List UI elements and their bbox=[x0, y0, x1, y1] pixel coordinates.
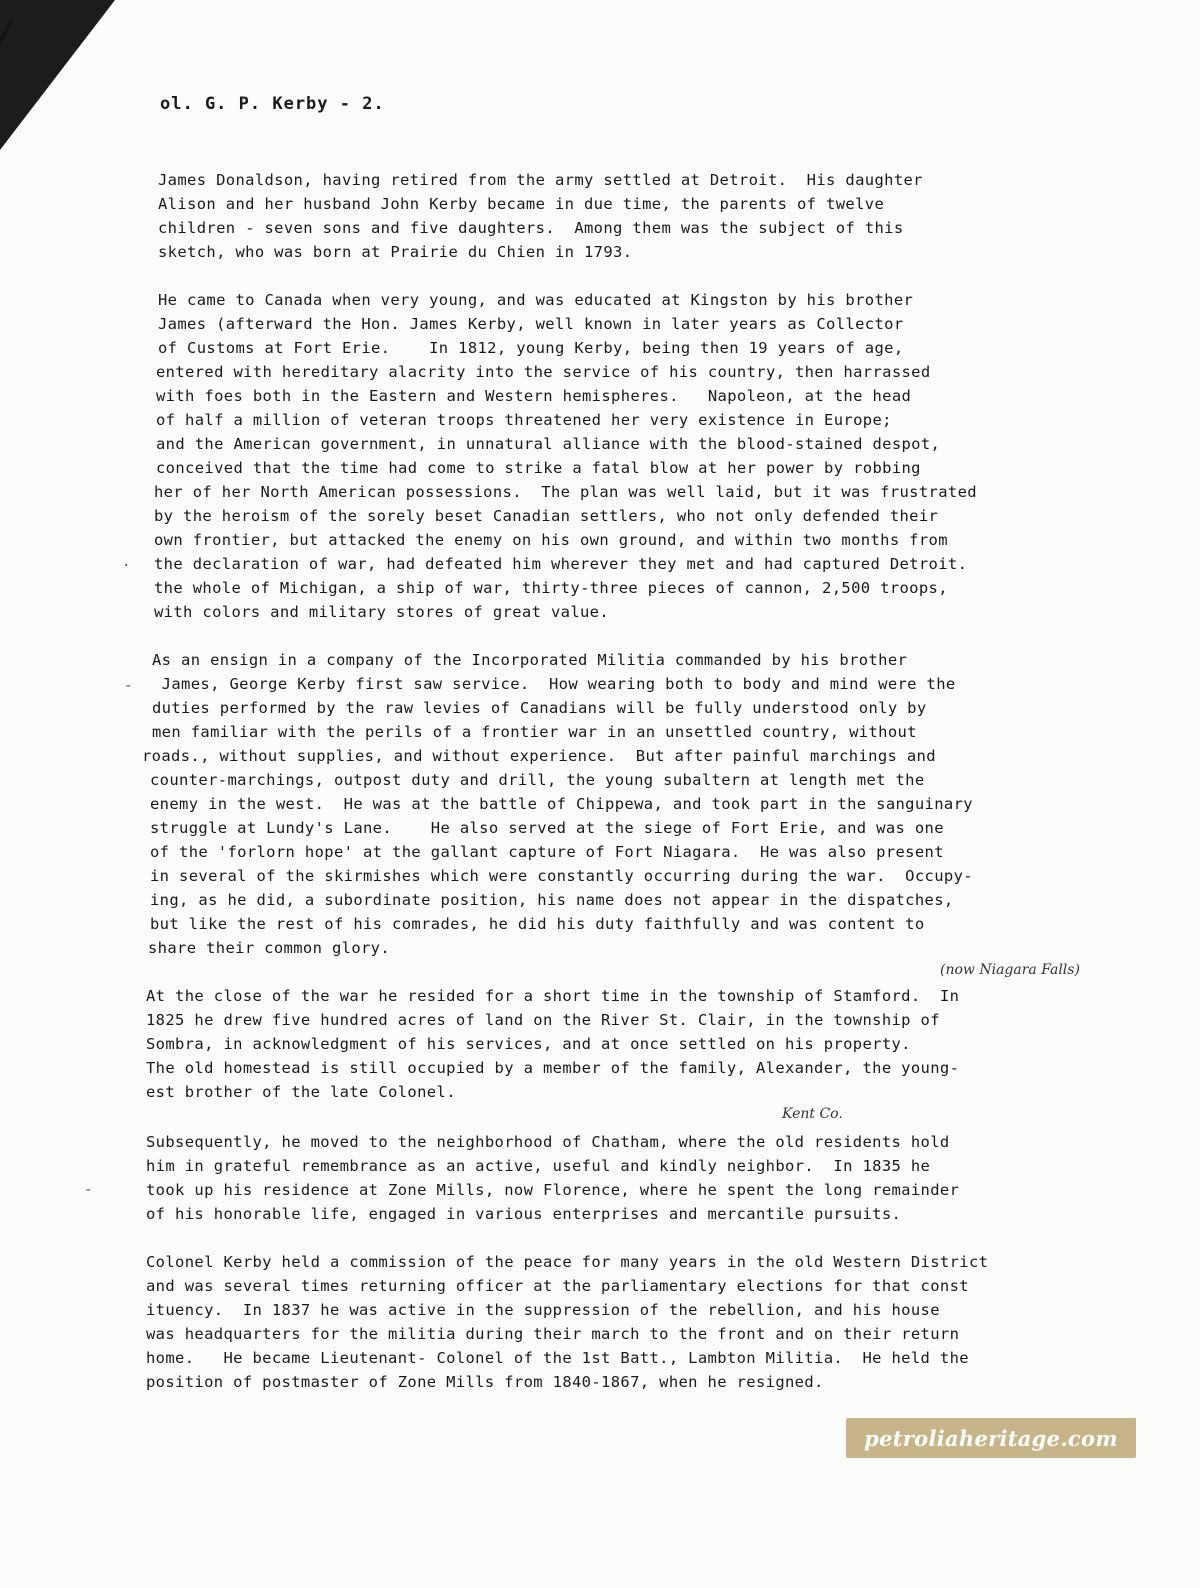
text-line: position of postmaster of Zone Mills from 1840-1867, when he resigned. bbox=[146, 1373, 824, 1391]
text-line: roads., without supplies, and without experience. But after painful marchings and bbox=[142, 747, 936, 765]
text-line: At the close of the war he resided for a short time in the township of Stamford. In bbox=[146, 987, 960, 1005]
text-line: and was several times returning officer at the parliamentary elections for that const bbox=[146, 1277, 969, 1295]
text-line: The old homestead is still occupied by a member of the family, Alexander, the young- bbox=[146, 1059, 960, 1077]
stray-mark: - bbox=[84, 1182, 93, 1198]
text-line: 1825 he drew five hundred acres of land on the River St. Clair, in the township of bbox=[146, 1011, 940, 1029]
text-line: of half a million of veteran troops threatened her very existence in Europe; bbox=[156, 411, 892, 429]
text-line: enemy in the west. He was at the battle of Chippewa, and took part in the sanguinary bbox=[150, 795, 973, 813]
text-line: James, George Kerby first saw service. How wearing both to body and mind were the bbox=[152, 675, 956, 693]
text-line: by the heroism of the sorely beset Canadian settlers, who not only defended their bbox=[154, 507, 939, 525]
text-line: ituency. In 1837 he was active in the suppression of the rebellion, and his house bbox=[146, 1301, 940, 1319]
text-line: As an ensign in a company of the Incorporated Militia commanded by his brother bbox=[152, 651, 908, 669]
text-line: He came to Canada when very young, and was educated at Kingston by his brother bbox=[158, 291, 914, 309]
stray-mark: . bbox=[122, 554, 131, 570]
text-line: him in grateful remembrance as an active, useful and kindly neighbor. In 1835 he bbox=[146, 1157, 931, 1175]
text-line: ing, as he did, a subordinate position, his name does not appear in the dispatches, bbox=[150, 891, 954, 909]
text-line: her of her North American possessions. The plan was well laid, but it was frustrated bbox=[154, 483, 977, 501]
text-line: home. He became Lieutenant- Colonel of the 1st Batt., Lambton Militia. He held the bbox=[146, 1349, 969, 1367]
text-line: own frontier, but attacked the enemy on his own ground, and within two months from bbox=[154, 531, 948, 549]
text-line: and the American government, in unnatural alliance with the blood-stained despot, bbox=[156, 435, 941, 453]
text-line: duties performed by the raw levies of Canadians will be fully understood only by bbox=[152, 699, 927, 717]
text-line: of his honorable life, engaged in various enterprises and mercantile pursuits. bbox=[146, 1205, 902, 1223]
text-line: in several of the skirmishes which were constantly occurring during the war. Occupy- bbox=[150, 867, 973, 885]
folded-corner-shadow bbox=[0, 0, 115, 150]
text-line: Colonel Kerby held a commission of the peace for many years in the old Western District bbox=[146, 1253, 989, 1271]
text-line: counter-marchings, outpost duty and drill, the young subaltern at length met the bbox=[150, 771, 925, 789]
text-line: struggle at Lundy's Lane. He also served at the siege of Fort Erie, and was one bbox=[150, 819, 944, 837]
text-line: of Customs at Fort Erie. In 1812, young Kerby, being then 19 years of age, bbox=[158, 339, 904, 357]
text-line: children - seven sons and five daughters. Among them was the subject of this bbox=[158, 219, 904, 237]
text-line: James (afterward the Hon. James Kerby, well known in later years as Collector bbox=[158, 315, 904, 333]
text-line: the whole of Michigan, a ship of war, thirty-three pieces of cannon, 2,500 troops, bbox=[154, 579, 948, 597]
text-line: est brother of the late Colonel. bbox=[146, 1083, 456, 1101]
text-line: Sombra, in acknowledgment of his services, and at once settled on his property. bbox=[146, 1035, 911, 1053]
text-line: the declaration of war, had defeated him wherever they met and had captured Detroit. bbox=[154, 555, 968, 573]
text-line: sketch, who was born at Prairie du Chien in 1793. bbox=[158, 243, 633, 261]
text-line: share their common glory. bbox=[148, 939, 391, 957]
text-line: with colors and military stores of great value. bbox=[154, 603, 610, 621]
text-line: Subsequently, he moved to the neighborhood of Chatham, where the old residents hold bbox=[146, 1133, 950, 1151]
text-line: of the 'forlorn hope' at the gallant capture of Fort Niagara. He was also present bbox=[150, 843, 944, 861]
text-line: but like the rest of his comrades, he did his duty faithfully and was content to bbox=[150, 915, 925, 933]
handwritten-annotation: Kent Co. bbox=[782, 1106, 843, 1122]
text-line: entered with hereditary alacrity into the service of his country, then harrassed bbox=[156, 363, 931, 381]
text-line: was headquarters for the militia during their march to the front and on their return bbox=[146, 1325, 960, 1343]
watermark-logo: petroliaheritage.com bbox=[846, 1418, 1136, 1458]
text-line: Alison and her husband John Kerby became in due time, the parents of twelve bbox=[158, 195, 885, 213]
text-line: took up his residence at Zone Mills, now Florence, where he spent the long remainder bbox=[146, 1181, 960, 1199]
text-line: conceived that the time had come to strike a fatal blow at her power by robbing bbox=[156, 459, 921, 477]
text-line: James Donaldson, having retired from the army settled at Detroit. His daughter bbox=[158, 171, 923, 189]
stray-mark: - bbox=[124, 678, 133, 694]
handwritten-annotation: (now Niagara Falls) bbox=[940, 962, 1080, 978]
page-header: ol. G. P. Kerby - 2. bbox=[160, 94, 385, 114]
text-line: men familiar with the perils of a frontier war in an unsettled country, without bbox=[152, 723, 917, 741]
text-line: with foes both in the Eastern and Western hemispheres. Napoleon, at the head bbox=[156, 387, 912, 405]
